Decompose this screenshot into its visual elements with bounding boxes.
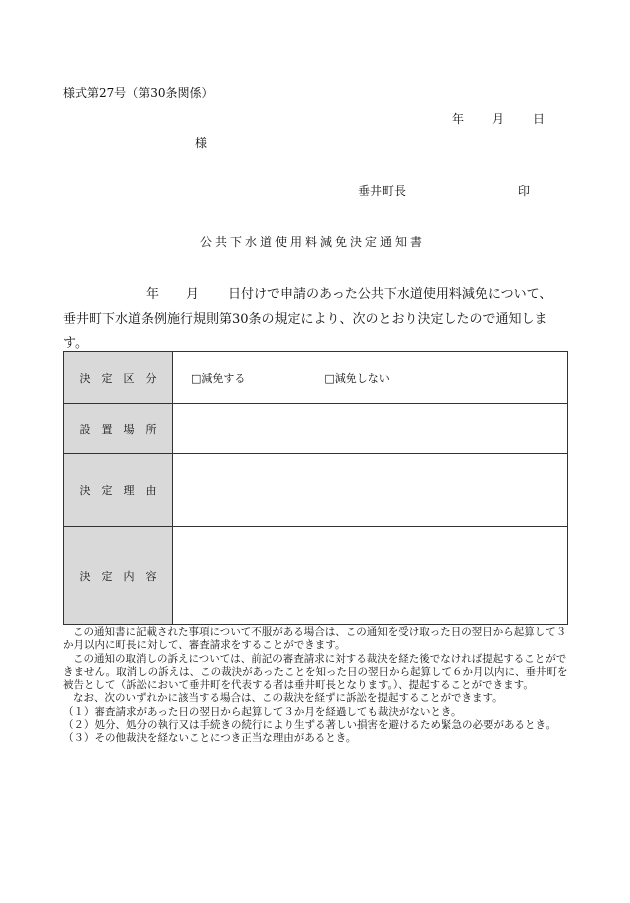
location-label: 設 置 場 所 <box>64 404 173 454</box>
reduce-option[interactable]: □減免する <box>191 371 246 385</box>
seal-mark: 印 <box>518 184 531 198</box>
notes-section <box>63 626 573 746</box>
issuer-name: 垂井町長 <box>358 184 407 198</box>
no-reduce-option[interactable]: □減免しない <box>324 371 390 385</box>
form-number: 様式第27号（第30条関係） <box>63 86 214 100</box>
date-month-label: 月 <box>492 112 505 126</box>
intro-line1: 日付けで申請のあった公共下水道使用料減免について、 <box>228 287 553 302</box>
lawsuit-note: この通知の取消しの訴えについては、前記の審査請求に対する裁決を経た後でなければ提起することができません。取消しの訴えは、この裁決があったことを知った日の翌日から起算して６か月以内に、垂井町を被告として（訴訟において垂井町を代表する者は垂井町長となります。）、提起することができます。 <box>63 652 568 692</box>
date-day-label: 日 <box>533 112 546 126</box>
appeal-note: この通知書に記載された事項について不服がある場合は、この通知を受け取った日の翌日から起算して３か月以内に町長に対して、審査請求をすることができます。 <box>63 626 567 652</box>
reason-value[interactable] <box>173 454 568 527</box>
decision-category-value <box>173 352 568 404</box>
reason-label: 決 定 理 由 <box>64 454 173 527</box>
decision-table <box>63 351 568 625</box>
date-year-label: 年 <box>452 112 465 126</box>
exception-item-3: （３）その他裁決を経ないことにつき正当な理由があるとき。 <box>63 732 357 745</box>
table-row <box>64 404 568 454</box>
exception-item-2: （２）処分、処分の執行又は手続きの続行により生ずる著しい損害を避けるため緊急の必要があるとき。 <box>63 719 557 732</box>
addressee-suffix: 様 <box>195 136 208 150</box>
table-row <box>64 527 568 625</box>
table-row <box>64 352 568 404</box>
intro-month: 月 <box>186 287 200 302</box>
content-label: 決 定 内 容 <box>64 527 173 625</box>
decision-category-label: 決 定 区 分 <box>64 352 173 404</box>
table-row <box>64 454 568 527</box>
exception-item-1: （１）審査請求があった日の翌日から起算して３か月を経過しても裁決がないとき。 <box>63 705 462 718</box>
intro-year: 年 <box>146 287 160 302</box>
content-value[interactable] <box>173 527 568 625</box>
intro-line3: す。 <box>63 336 88 351</box>
document-title: 公共下水道使用料減免決定通知書 <box>200 235 426 249</box>
exception-note: なお、次のいずれかに該当する場合は、この裁決を経ずに訴訟を提起することができます。 <box>73 692 503 705</box>
intro-line2: 垂井町下水道条例施行規則第30条の規定により、次のとおり決定したので通知しま <box>63 312 548 327</box>
location-value[interactable] <box>173 404 568 454</box>
